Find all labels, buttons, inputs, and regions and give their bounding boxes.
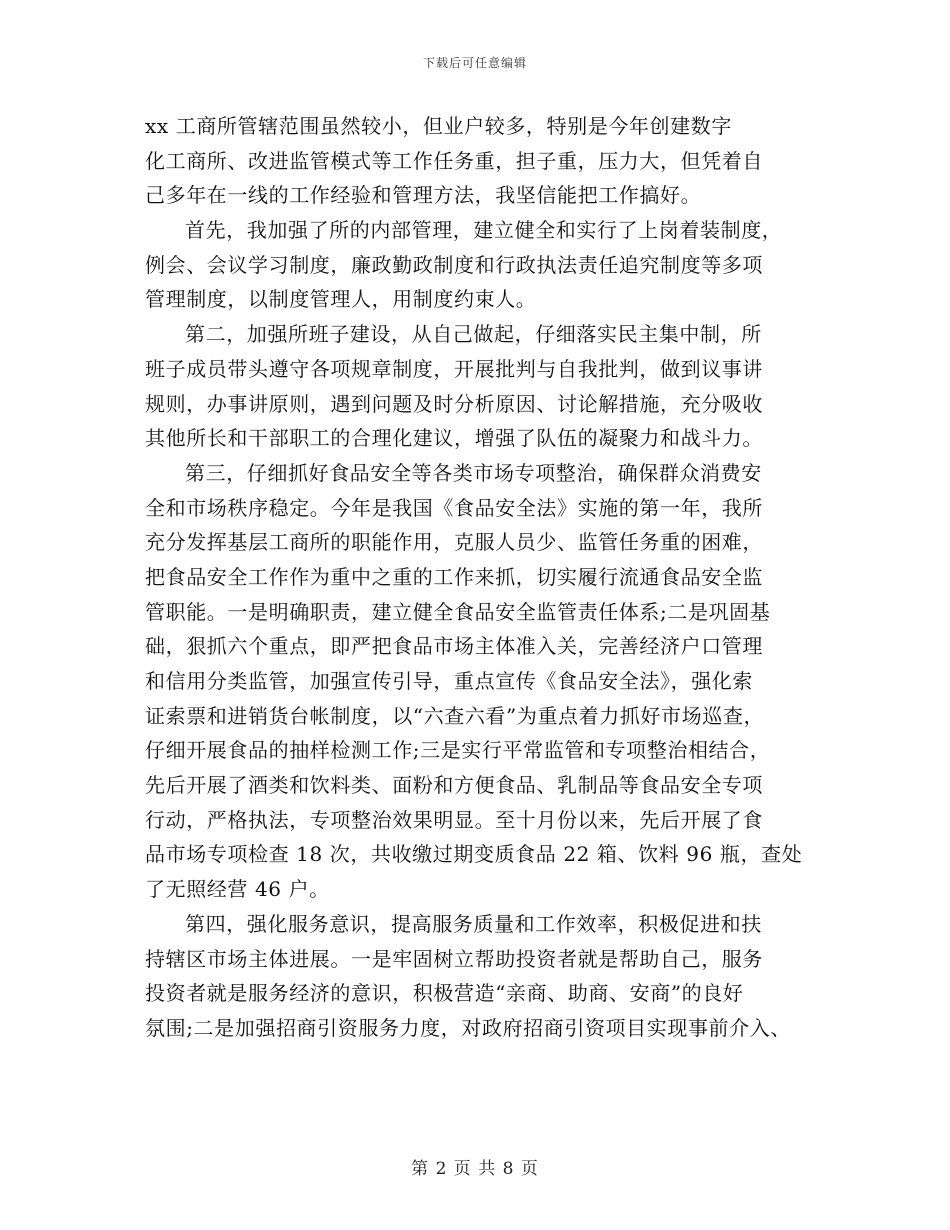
paragraph-start-line: 首先，我加强了所的内部管理，建立健全和实行了上岗着装制度， <box>185 218 783 243</box>
paragraph-start-line: 第四，强化服务意识，提高服务质量和工作效率，积极促进和扶 <box>185 911 762 936</box>
text-line: 全和市场秩序稳定。今年是我国《食品安全法》实施的第一年，我所 <box>145 495 763 520</box>
text-line: 品市场专项检查 18 次，共收缴过期变质食品 22 箱、饮料 96 瓶，查处 <box>145 842 803 867</box>
paragraph-start-line: 第二，加强所班子建设，从自己做起，仔细落实民主集中制，所 <box>185 322 762 347</box>
text-line: 规则，办事讲原则，遇到问题及时分析原因、讨论解措施，充分吸收 <box>145 391 763 416</box>
text-line: 其他所长和干部职工的合理化建议，增强了队伍的凝聚力和战斗力。 <box>145 426 763 451</box>
document-body <box>145 109 825 1046</box>
text-line: 先后开展了酒类和饮料类、面粉和方便食品、乳制品等食品安全专项 <box>145 773 763 798</box>
text-line: 了无照经营 46 户。 <box>145 877 330 902</box>
page-header: 下载后可任意编辑 <box>422 56 527 70</box>
text-line: 证索票和进销货台帐制度，以“六查六看”为重点着力抓好市场巡查， <box>145 703 765 728</box>
text-line: 持辖区市场主体进展。一是牢固树立帮助投资者就是帮助自己，服务 <box>145 946 763 971</box>
text-line: 己多年在一线的工作经验和管理方法，我坚信能把工作搞好。 <box>145 183 702 208</box>
paragraph-start-line: 第三，仔细抓好食品安全等各类市场专项整治，确保群众消费安 <box>185 460 762 485</box>
text-line: 化工商所、改进监管模式等工作任务重，担子重，压力大，但凭着自 <box>145 148 763 173</box>
text-line: 把食品安全工作作为重中之重的工作来抓，切实履行流通食品安全监 <box>145 564 763 589</box>
page-footer: 第 2 页 共 8 页 <box>411 1159 539 1179</box>
text-line: 和信用分类监管，加强宣传引导，重点宣传《食品安全法》，强化索 <box>145 669 753 693</box>
text-line: 础，狠抓六个重点，即严把食品市场主体准入关，完善经济户口管理 <box>145 634 763 659</box>
text-line: 管职能。一是明确职责，建立健全食品安全监管责任体系;二是巩固基 <box>145 599 771 624</box>
text-line: xx 工商所管辖范围虽然较小，但业户较多，特别是今年创建数字 <box>145 114 732 138</box>
text-line: 班子成员带头遵守各项规章制度，开展批判与自我批判，做到议事讲 <box>145 356 763 381</box>
text-line: 仔细开展食品的抽样检测工作;三是实行平常监管和专项整治相结合， <box>145 738 771 763</box>
text-line: 管理制度，以制度管理人，用制度约束人。 <box>145 287 537 312</box>
text-line: 充分发挥基层工商所的职能作用，克服人员少、监管任务重的困难， <box>145 530 763 555</box>
text-line: 例会、会议学习制度，廉政勤政制度和行政执法责任追究制度等多项 <box>145 252 763 277</box>
text-line: 投资者就是服务经济的意识，积极营造“亲商、助商、安商”的良好 <box>145 981 744 1006</box>
text-line: 氛围;二是加强招商引资服务力度，对政府招商引资项目实现事前介入、 <box>145 1015 791 1040</box>
text-line: 行动，严格执法，专项整治效果明显。至十月份以来，先后开展了食 <box>145 807 763 832</box>
